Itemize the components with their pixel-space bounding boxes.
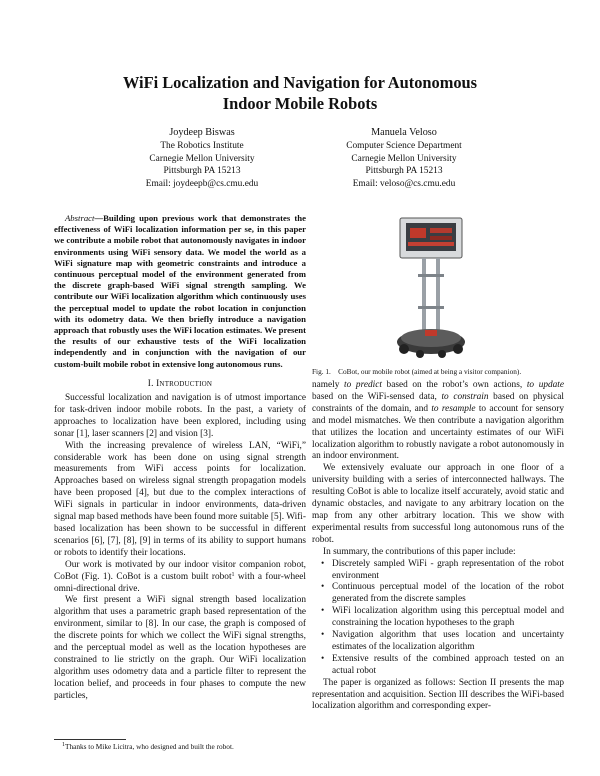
robot-wheel (399, 344, 409, 354)
author-name: Manuela Veloso (371, 127, 437, 138)
text-run: to account for sensory and model mismatches. We then contribute a navigation algorithm that utilizes the location and uncertainty estimates of our WiFi localization algorithm to robustly navigate a robot autonomously in an indoor environment. (312, 403, 564, 462)
intro-paragraph-3 (54, 560, 306, 596)
text-run: based on the WiFi-sensed data, (312, 391, 442, 402)
robot-mast-left (422, 258, 426, 332)
robot-illustration (392, 214, 470, 364)
contribution-item: • Extensive results of the combined approach tested on an actual robot (332, 654, 564, 678)
author-address: Pittsburgh PA 15213 (365, 166, 443, 177)
emph-resample: to resample (431, 403, 476, 414)
section-number: I. (147, 379, 157, 389)
emph-constrain: to constrain (441, 391, 489, 402)
robot-wheel (438, 350, 446, 358)
author-university: Carnegie Mellon University (351, 153, 457, 164)
author-block-2 (294, 127, 514, 190)
robot-wheel (416, 350, 424, 358)
contribution-item: • WiFi localization algorithm using this perceptual model and constraining the location hypotheses to the graph (332, 606, 564, 630)
robot-mast-right (436, 258, 440, 332)
abstract (54, 213, 306, 370)
section-title: Introduction (156, 379, 213, 389)
author-block-1 (92, 127, 312, 190)
right-paragraph-1 (312, 380, 564, 463)
right-column-body (312, 380, 564, 713)
paper-title (0, 72, 600, 114)
contribution-item: • Discretely sampled WiFi - graph representation of the robot environment (332, 559, 564, 583)
right-paragraph-4: The paper is organized as follows: Section II presents the map representation and acquisition. Section III describes the WiFi-based localization algorithm and corresponding exper- (312, 677, 564, 712)
intro-paragraph-2: With the increasing prevalence of wireless LAN, “WiFi,” considerable work has been done on using signal strength measurements from WiFi access points for localization. Approaches based on wireless signal strength propagation models have been proposed [4], but due to the complex interactions of WiFi signals in particular in indoor environments, data-driven signal map based methods have been found more suitable [5]. Wifi-based localization has been shown to be successful in different scenarios [6], [7], [8], [9] in terms of its ability to support humans or robots to identify their locations. (54, 440, 306, 558)
figure-caption: Fig. 1. CoBot, our mobile robot (aimed at being a visitor companion). (312, 367, 522, 376)
footnote (54, 742, 306, 751)
right-paragraph-2: We extensively evaluate our approach in one floor of a university building with a series of interconnected hallways. The resulting CoBot is able to localize itself accurately, avoid static and dynamic obstacles, and navigate to any arbitrary location on the map from any other arbitrary location. This we show with experimental results from successful long autonomous runs of the robot. (312, 463, 564, 545)
contribution-item: • Continuous perceptual model of the location of the robot generated from the discrete samples (332, 582, 564, 606)
author-affiliation: Computer Science Department (346, 141, 462, 152)
author-name: Joydeep Biswas (169, 127, 235, 138)
left-column-body (54, 393, 306, 703)
contribution-item: • Navigation algorithm that uses location and uncertainty estimates of the localization algorithm (332, 630, 564, 654)
intro-paragraph-3-mid: robot, CoBot (Fig. 1). CoBot is a custom built robot (54, 559, 306, 582)
footnote-rule (54, 739, 126, 740)
section-heading-introduction (54, 379, 306, 389)
author-email: Email: veloso@cs.cmu.edu (352, 178, 456, 189)
abstract-text: —Building upon previous work that demonstrates the effectiveness of WiFi localization information per se, in this paper we contribute a mobile robot that autonomously navigates in indoor environments using WiFi sensory data. We model the world as a WiFi signature map with geometric constraints and introduce a continuous perceptual model of the environment generated from the discrete graph-based WiFi signal strength sampling. We contribute our WiFi localization algorithm which continuously uses the perceptual model to update the robot location in conjunction with its odometry data. We then briefly introduce a navigation approach that robustly uses the WiFi location estimates. We present the results of our exhaustive tests of the WiFi localization independently and in conjunction with the navigation of our custom-built mobile robot in extensive long autonomous runs. (54, 213, 306, 369)
author-email: Email: joydeepb@cs.cmu.edu (145, 178, 259, 189)
author-university: Carnegie Mellon University (149, 153, 255, 164)
emph-update: to update (526, 380, 565, 390)
abstract-label: Abstract (65, 213, 95, 223)
robot-wheel (453, 344, 463, 354)
intro-paragraph-3-end: with a four-wheel omni-directional drive. (54, 571, 306, 594)
intro-paragraph-1: Successful localization and navigation is of utmost importance for task-driven indoor mobile robots. In the past, a variety of approaches to localization have been explored, including using sonar [1], laser scanners [2] and vision [3]. (54, 393, 306, 439)
footnote-number: 1 (62, 742, 65, 748)
emph-predict: to predict (344, 380, 382, 390)
author-address: Pittsburgh PA 15213 (163, 166, 241, 177)
title-line-1: WiFi Localization and Navigation for Autonomous (122, 73, 478, 92)
figure-robot-photo (392, 214, 470, 364)
text-run: based on physical constraints of the domain, and (312, 391, 564, 414)
text-run: based on the robot’s own actions, (381, 380, 527, 390)
author-affiliation: The Robotics Institute (160, 141, 244, 152)
contributions-list (312, 559, 564, 678)
footnote-mark: 1 (231, 571, 235, 578)
title-line-2: Indoor Mobile Robots (222, 94, 378, 113)
footnote-text: Thanks to Mike Licitra, who designed and built the robot. (65, 742, 234, 751)
robot-red-panel (410, 228, 426, 238)
intro-paragraph-4: We first present a WiFi signal strength based localization algorithm that uses a parametric graph based representation of the environment, similar to [8]. In our case, the graph is composed of the discrete points for which we collect the WiFi signal strengths, and the perceptual model as well as the location hypotheses are constrained to lie strictly on the graph. Our WiFi localization algorithm uses odometry data and a particle filter to represent the location belief, and proceeds in four phases to compute the new particles, (54, 595, 306, 701)
intro-paragraph-3-start: Our work is motivated by our indoor visitor companion (65, 559, 281, 570)
right-paragraph-3: In summary, the contributions of this paper include: (323, 546, 516, 557)
text-run: namely (312, 380, 345, 390)
